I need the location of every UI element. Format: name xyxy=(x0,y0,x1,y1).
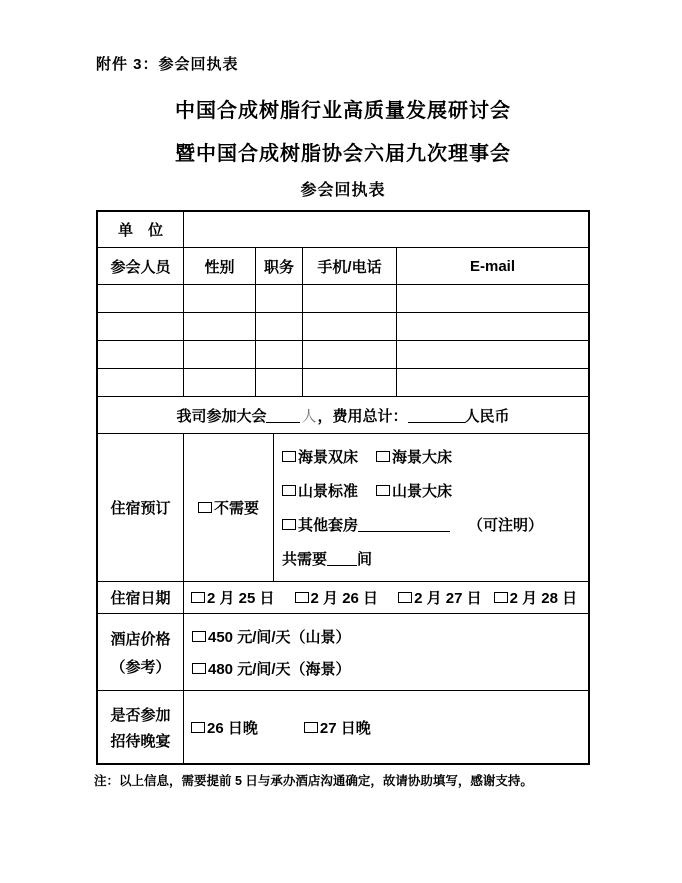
dinner-label-line2: 招待晚宴 xyxy=(110,732,171,750)
seaview-king-label: 海景大床 xyxy=(392,449,453,467)
rooms-count-prefix: 共需要 xyxy=(282,550,328,568)
participant-row-1 xyxy=(98,285,588,313)
participant-position-field[interactable] xyxy=(256,369,303,396)
accommodation-row xyxy=(98,434,588,582)
participant-name-field[interactable] xyxy=(98,285,184,312)
price-450-line xyxy=(192,626,351,647)
checkbox-dinner-27[interactable] xyxy=(304,722,318,733)
summary-mid: ，费用总计： xyxy=(317,407,408,425)
checkbox-price-450[interactable] xyxy=(192,631,206,642)
participant-email-field[interactable] xyxy=(397,369,588,396)
header-position: 职务 xyxy=(256,248,303,284)
other-suite-blank[interactable] xyxy=(358,517,450,532)
participant-phone-field[interactable] xyxy=(303,341,397,368)
date-feb26-option xyxy=(295,587,379,608)
dinner-26-label: 26 日晚 xyxy=(207,719,258,737)
participant-name-field[interactable] xyxy=(98,313,184,340)
price-480-label: 480 元/间/天（海景） xyxy=(208,660,351,678)
mountain-standard-option xyxy=(282,480,358,501)
room-options-line-1 xyxy=(282,446,452,467)
mountain-king-option xyxy=(376,480,452,501)
not-needed-label: 不需要 xyxy=(213,500,259,517)
document-title-line2: 暨中国合成树脂协会六届九次理事会 xyxy=(175,143,511,165)
dates-label: 住宿日期 xyxy=(98,582,184,613)
summary-prefix: 我司参加大会 xyxy=(176,407,267,425)
summary-suffix: 人民币 xyxy=(464,407,510,425)
header-phone: 手机/电话 xyxy=(303,248,397,284)
rooms-count-blank[interactable] xyxy=(327,551,357,566)
checkbox-dinner-26[interactable] xyxy=(191,722,205,733)
checkbox-date-feb25[interactable] xyxy=(191,592,205,603)
dinner-27-label: 27 日晚 xyxy=(319,719,371,737)
date-feb27-label: 2 月 27 日 xyxy=(414,590,482,607)
checkbox-date-feb27[interactable] xyxy=(398,592,412,603)
participant-row-2 xyxy=(98,313,588,341)
participant-position-field[interactable] xyxy=(256,285,303,312)
seaview-twin-option xyxy=(282,446,358,467)
participant-name-field[interactable] xyxy=(98,369,184,396)
unit-label: 单 位 xyxy=(98,212,184,247)
total-fee-blank[interactable] xyxy=(408,408,465,423)
price-480-option xyxy=(192,658,351,679)
dinner-row xyxy=(98,691,588,763)
not-needed-cell xyxy=(184,434,274,581)
unit-value-field[interactable] xyxy=(184,212,588,247)
rooms-count-line xyxy=(282,548,372,569)
price-label-line1: 酒店价格 xyxy=(110,630,171,648)
checkbox-date-feb26[interactable] xyxy=(295,592,309,603)
checkbox-not-needed[interactable] xyxy=(198,502,212,513)
unit-row xyxy=(98,212,588,248)
dates-options-cell xyxy=(184,582,588,613)
price-450-label: 450 元/间/天（山景） xyxy=(208,628,351,646)
accommodation-label: 住宿预订 xyxy=(98,434,184,581)
dinner-label-line1: 是否参加 xyxy=(110,706,171,724)
participants-header-row xyxy=(98,248,588,285)
dinner-27-option xyxy=(304,717,371,738)
other-suite-note: （可注明） xyxy=(468,516,544,534)
price-450-option xyxy=(192,626,351,647)
date-feb28-label: 2 月 28 日 xyxy=(509,590,578,607)
price-label-cell xyxy=(98,614,184,690)
form-title: 参会回执表 xyxy=(300,182,386,199)
participant-position-field[interactable] xyxy=(256,313,303,340)
mountain-king-label: 山景大床 xyxy=(392,483,453,501)
checkbox-mountain-king[interactable] xyxy=(376,485,390,496)
participant-gender-field[interactable] xyxy=(184,285,256,312)
rooms-count-suffix: 间 xyxy=(357,550,373,568)
seaview-twin-label: 海景双床 xyxy=(298,449,359,467)
other-suite-label: 其他套房 xyxy=(298,516,359,534)
checkbox-seaview-king[interactable] xyxy=(376,451,390,462)
participant-position-field[interactable] xyxy=(256,341,303,368)
participant-email-field[interactable] xyxy=(397,285,588,312)
date-feb25-label: 2 月 25 日 xyxy=(207,590,275,607)
other-suite-line xyxy=(282,514,543,535)
participant-phone-field[interactable] xyxy=(303,313,397,340)
checkbox-price-480[interactable] xyxy=(192,663,206,674)
participant-count-blank[interactable] xyxy=(266,408,300,423)
participant-row-3 xyxy=(98,341,588,369)
participant-gender-field[interactable] xyxy=(184,369,256,396)
price-row xyxy=(98,614,588,691)
dinner-options-cell xyxy=(184,691,588,763)
reply-form-table xyxy=(96,210,590,765)
date-feb28-option xyxy=(494,587,578,608)
participant-name-field[interactable] xyxy=(98,341,184,368)
price-480-line xyxy=(192,658,351,679)
checkbox-mountain-standard[interactable] xyxy=(282,485,296,496)
date-feb25-option xyxy=(191,587,275,608)
room-options-cell xyxy=(274,434,588,581)
dinner-label-cell xyxy=(98,691,184,763)
participant-phone-field[interactable] xyxy=(303,369,397,396)
footnote: 注：以上信息，需要提前 5 日与承办酒店沟通确定，故请协助填写，感谢支持。 xyxy=(94,774,533,788)
checkbox-seaview-twin[interactable] xyxy=(282,451,296,462)
summary-row xyxy=(98,397,588,434)
seaview-king-option xyxy=(376,446,452,467)
price-label-line2: （参考） xyxy=(110,658,171,676)
header-gender: 性别 xyxy=(184,248,256,284)
not-needed-option xyxy=(198,497,259,518)
participant-email-field[interactable] xyxy=(397,341,588,368)
mountain-standard-label: 山景标准 xyxy=(298,483,359,501)
checkbox-date-feb28[interactable] xyxy=(494,592,508,603)
other-suite-option xyxy=(282,514,358,535)
document-content xyxy=(96,0,590,790)
participant-gender-field[interactable] xyxy=(184,313,256,340)
participant-gender-field[interactable] xyxy=(184,341,256,368)
price-options-cell xyxy=(184,614,588,690)
dinner-26-option xyxy=(191,717,258,738)
participant-row-4 xyxy=(98,369,588,397)
participant-email-field[interactable] xyxy=(397,313,588,340)
date-feb26-label: 2 月 26 日 xyxy=(310,590,379,607)
attachment-label: 附件 3：参会回执表 xyxy=(96,56,239,73)
summary-count-unit: 人 xyxy=(301,407,317,425)
checkbox-other-suite[interactable] xyxy=(282,519,296,530)
room-options-line-2 xyxy=(282,480,452,501)
participant-phone-field[interactable] xyxy=(303,285,397,312)
document-title-line1: 中国合成树脂行业高质量发展研讨会 xyxy=(175,100,511,122)
header-email: E-mail xyxy=(469,257,515,275)
summary-cell xyxy=(98,397,588,433)
date-feb27-option xyxy=(398,587,482,608)
header-participants: 参会人员 xyxy=(98,248,184,284)
dates-row xyxy=(98,582,588,614)
